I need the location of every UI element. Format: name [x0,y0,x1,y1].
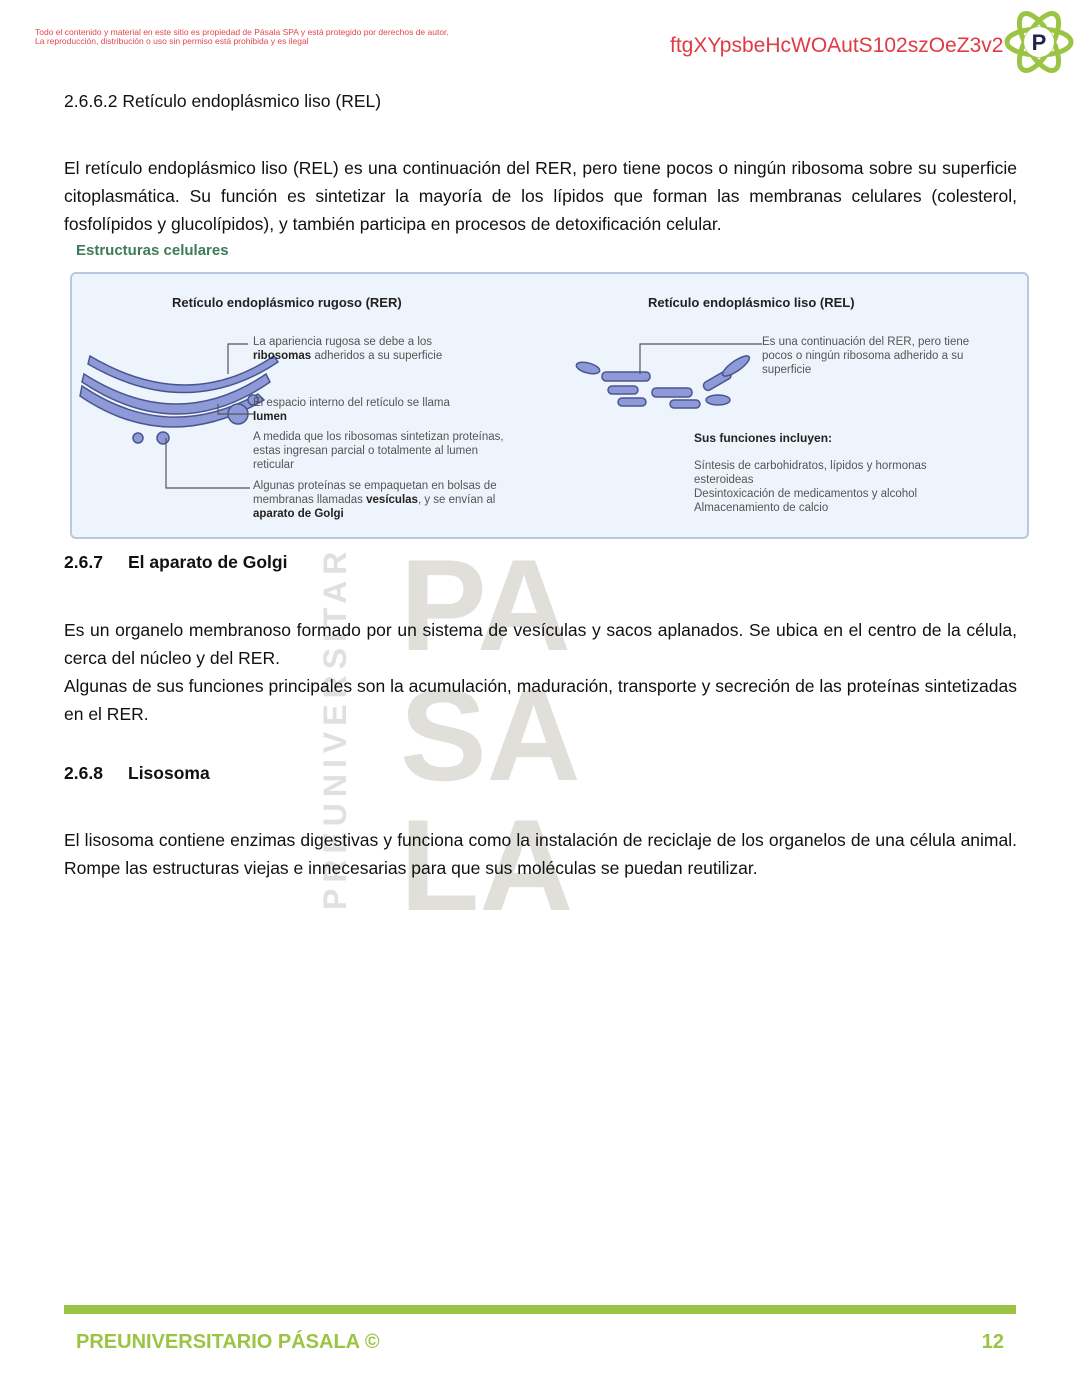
rel-function-item: Síntesis de carbohidratos, lípidos y hormonas esteroideas [694,460,927,486]
notice-line: La reproducción, distribución o uso sin permiso está prohibida y es ilegal [35,36,309,46]
page-number: 12 [981,1331,1004,1353]
rel-note: Es una continuación del RER, pero tiene pocos o ningún ribosoma adherido a su superficie [762,336,970,376]
paragraph-line: Algunas de sus funciones principales son la acumulación, maduración, transporte y secreción de las proteínas sintetizadas en el RER. [64,676,1017,724]
svg-text:LA: LA [400,792,574,920]
document-code: ftgXYpsbeHcWOAutS102szOeZ3v2 [670,34,1004,57]
section-heading-golgi: 2.6.7 El aparato de Golgi [64,552,288,572]
footer-brand: PREUNIVERSITARIO PÁSALA © [76,1331,380,1353]
paragraph-line: Es un organelo membranoso formado por un sistema de vesículas y sacos aplanados. Se ubica en el centro de la célula, cerca del núcleo y del RER. [64,620,1017,668]
paragraph: El lisosoma contiene enzimas digestivas y funciona como la instalación de reciclaje de los organelos de una célula animal. Rompe las estructuras viejas e innecesarias para que sus moléculas se puedan reutilizar. [64,830,1017,878]
svg-text:PREUNIVERSITAR: PREUNIVERSITAR [317,545,353,910]
footer-divider [64,1305,1016,1314]
pasala-logo [1004,4,1074,80]
rer-title: Retículo endoplásmico rugoso (RER) [172,295,402,310]
rer-note-ribosomes: La apariencia rugosa se debe a los ribosomas adheridos a su superficie [253,336,443,362]
copyright-notice [35,28,449,46]
rel-title: Retículo endoplásmico liso (REL) [648,295,855,310]
svg-text:PA: PA [400,540,571,678]
rel-functions-title: Sus funciones incluyen: [694,431,833,445]
rer-note-lumen: El espacio interno del retículo se llama lumen [253,397,450,423]
section-heading: 2.6.6.2 Retículo endoplásmico liso (REL) [64,91,382,111]
rer-note-vesicles: Algunas proteínas se empaquetan en bolsas de membranas llamadas vesículas, y se envían al aparato de Golgi [253,480,497,520]
figure-label: Estructuras celulares [76,242,229,259]
rer-note-proteins: A medida que los ribosomas sintetizan proteínas, estas ingresan parcial o totalmente al lumen reticular [253,431,504,471]
rel-function-item: Desintoxicación de medicamentos y alcohol [694,488,918,500]
section-heading-lisosoma: 2.6.8 Lisosoma [64,763,210,783]
svg-text:P: P [1031,30,1047,55]
rel-function-item: Almacenamiento de calcio [694,502,829,514]
figure-box [70,272,1029,539]
rel-functions-list [694,459,984,515]
notice-line: Todo el contenido y material en este sitio es propiedad de Pásala SPA y está protegido por derechos de autor. [35,27,449,37]
paragraph [64,616,1017,728]
svg-text:SA: SA [400,662,581,808]
rel-diagram [572,334,762,414]
paragraph: El retículo endoplásmico liso (REL) es una continuación del RER, pero tiene pocos o ningún ribosoma sobre su superficie citoplasmática. Su función es sintetizar la mayoría de los lípidos que forman las membranas celulares (colesterol, fosfolípidos y glucolípidos), y también participa en procesos de detoxificación celular. [64,158,1017,234]
